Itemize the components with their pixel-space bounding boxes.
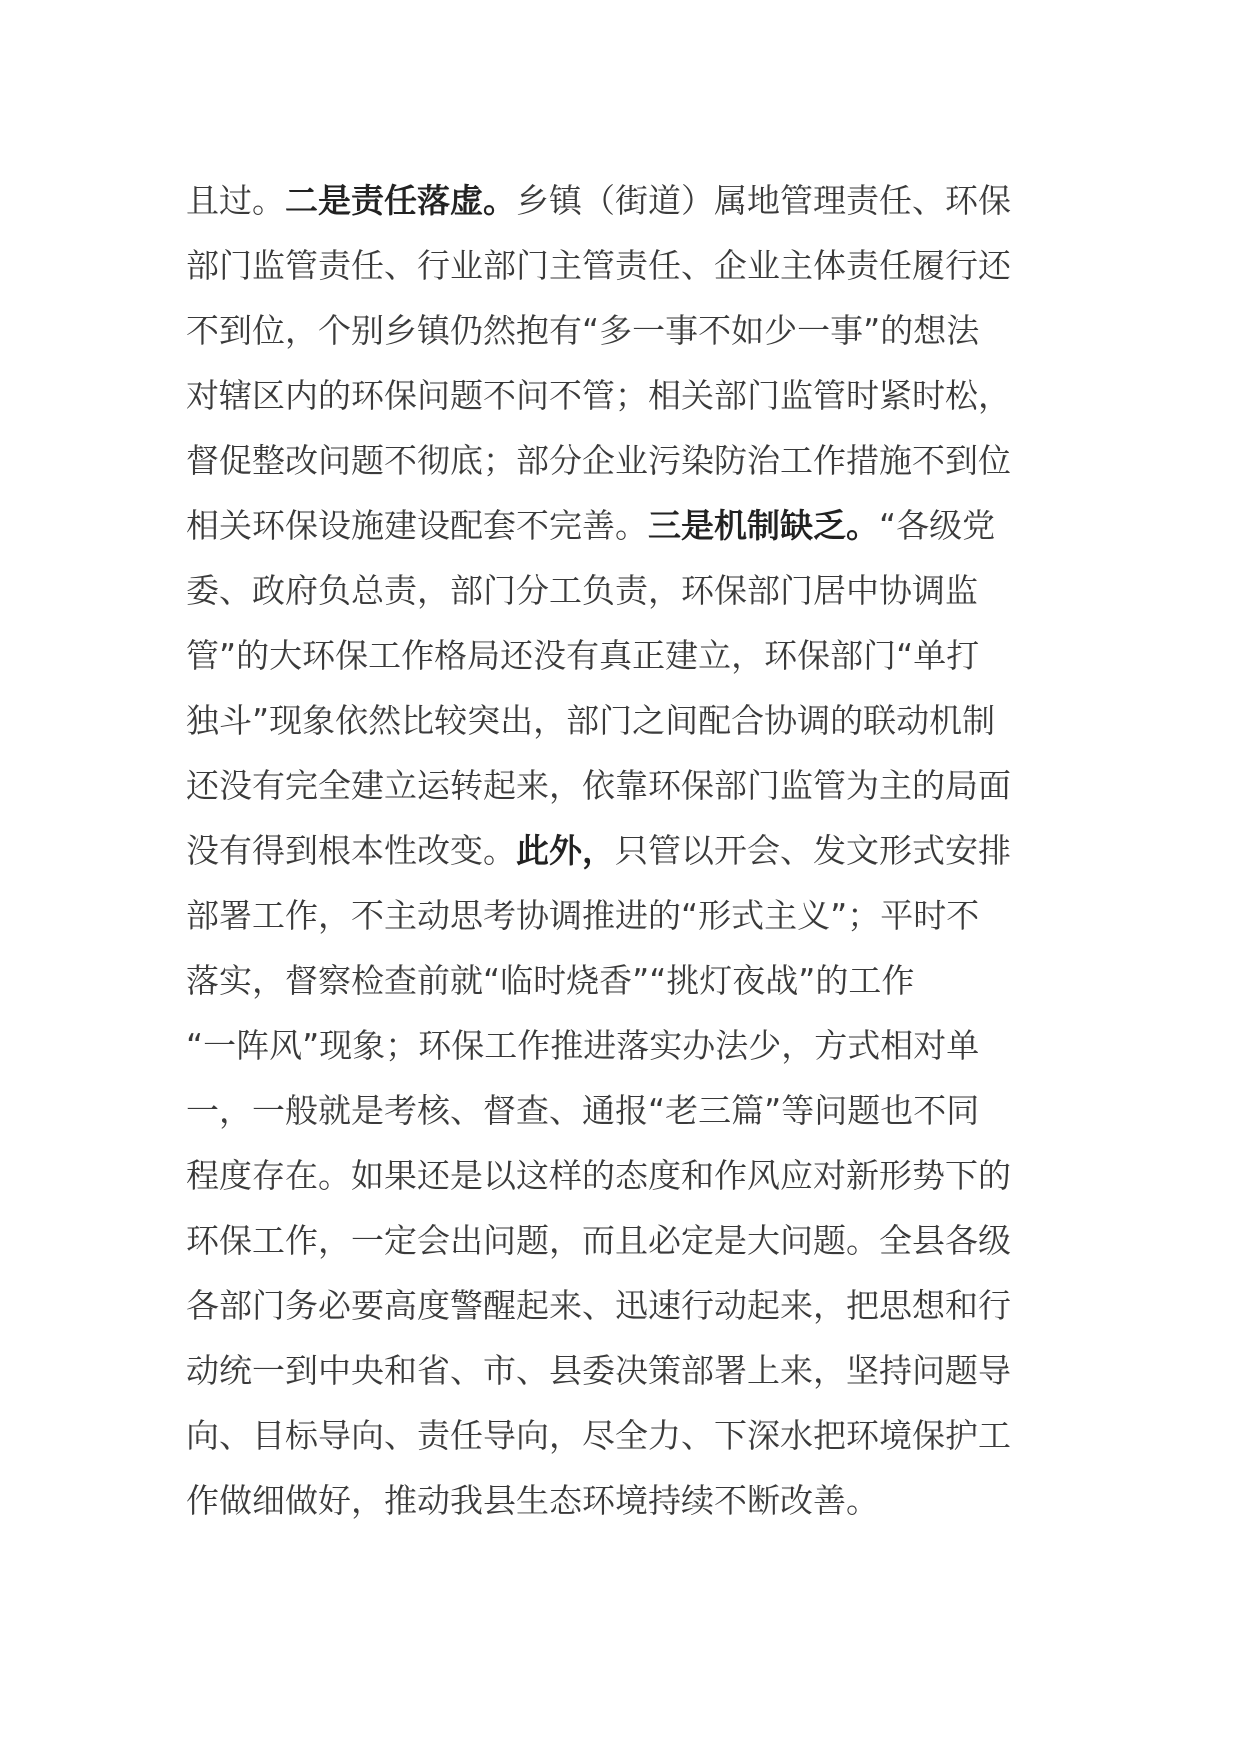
- text-line: [186, 1208, 1052, 1273]
- text-run: 作做细做好，推动我县生态环境持续不断改善。: [186, 1481, 879, 1520]
- text-line: [186, 233, 1052, 298]
- text-run: 乡镇（街道）属地管理责任、环保: [516, 181, 1011, 220]
- text-line: [186, 558, 1052, 623]
- text-line: [186, 1468, 1052, 1533]
- text-line: [186, 948, 1052, 1013]
- text-line: [186, 363, 1052, 428]
- text-run: 一，一般就是考核、督查、通报“老三篇”等问题也不同: [186, 1091, 980, 1130]
- text-run: 程度存在。如果还是以这样的态度和作风应对新形势下的: [186, 1156, 1011, 1195]
- text-run: 督促整改问题不彻底；部分企业污染防治工作措施不到位: [186, 441, 1011, 480]
- text-run: 相关环保设施建设配套不完善。: [186, 506, 648, 545]
- bold-heading-run: 二是责任落虚。: [285, 181, 516, 220]
- text-run: 没有得到根本性改变。: [186, 831, 516, 870]
- text-line: [186, 883, 1052, 948]
- text-run: 环保工作，一定会出问题，而且必定是大问题。全县各级: [186, 1221, 1011, 1260]
- text-run: 部署工作，不主动思考协调推进的“形式主义”；平时不: [186, 896, 980, 935]
- bold-heading-run: 此外，: [516, 831, 615, 870]
- text-run: “各级党: [879, 506, 996, 545]
- text-run: 不到位，个别乡镇仍然抱有“多一事不如少一事”的想法: [186, 311, 980, 350]
- text-run: 部门监管责任、行业部门主管责任、企业主体责任履行还: [186, 246, 1011, 285]
- text-run: 管”的大环保工作格局还没有真正建立，环保部门“单打: [186, 636, 980, 675]
- text-line: [186, 298, 1052, 363]
- text-run: 对辖区内的环保问题不问不管；相关部门监管时紧时松，: [186, 376, 1011, 415]
- text-run: 独斗”现象依然比较突出，部门之间配合协调的联动机制: [186, 701, 996, 740]
- text-line: [186, 688, 1052, 753]
- text-run: 动统一到中央和省、市、县委决策部署上来，坚持问题导: [186, 1351, 1011, 1390]
- text-line: [186, 1013, 1052, 1078]
- text-run: 且过。: [186, 181, 285, 220]
- text-line: [186, 428, 1052, 493]
- text-line: [186, 1338, 1052, 1403]
- text-run: “一阵风”现象；环保工作推进落实办法少，方式相对单: [186, 1026, 980, 1065]
- text-line: [186, 168, 1052, 233]
- text-line: [186, 1143, 1052, 1208]
- text-run: 落实，督察检查前就“临时烧香”“挑灯夜战”的工作: [186, 961, 915, 1000]
- text-run: 还没有完全建立运转起来，依靠环保部门监管为主的局面: [186, 766, 1011, 805]
- text-run: 委、政府负总责，部门分工负责，环保部门居中协调监: [186, 571, 978, 610]
- text-run: 向、目标导向、责任导向，尽全力、下深水把环境保护工: [186, 1416, 1011, 1455]
- text-line: [186, 1403, 1052, 1468]
- text-line: [186, 493, 1052, 558]
- text-run: 各部门务必要高度警醒起来、迅速行动起来，把思想和行: [186, 1286, 1011, 1325]
- text-line: [186, 623, 1052, 688]
- text-line: [186, 1273, 1052, 1338]
- text-run: 只管以开会、发文形式安排: [615, 831, 1011, 870]
- text-line: [186, 1078, 1052, 1143]
- text-line: [186, 753, 1052, 818]
- text-line: [186, 818, 1052, 883]
- bold-heading-run: 三是机制缺乏。: [648, 506, 879, 545]
- body-paragraph: [186, 168, 1052, 1533]
